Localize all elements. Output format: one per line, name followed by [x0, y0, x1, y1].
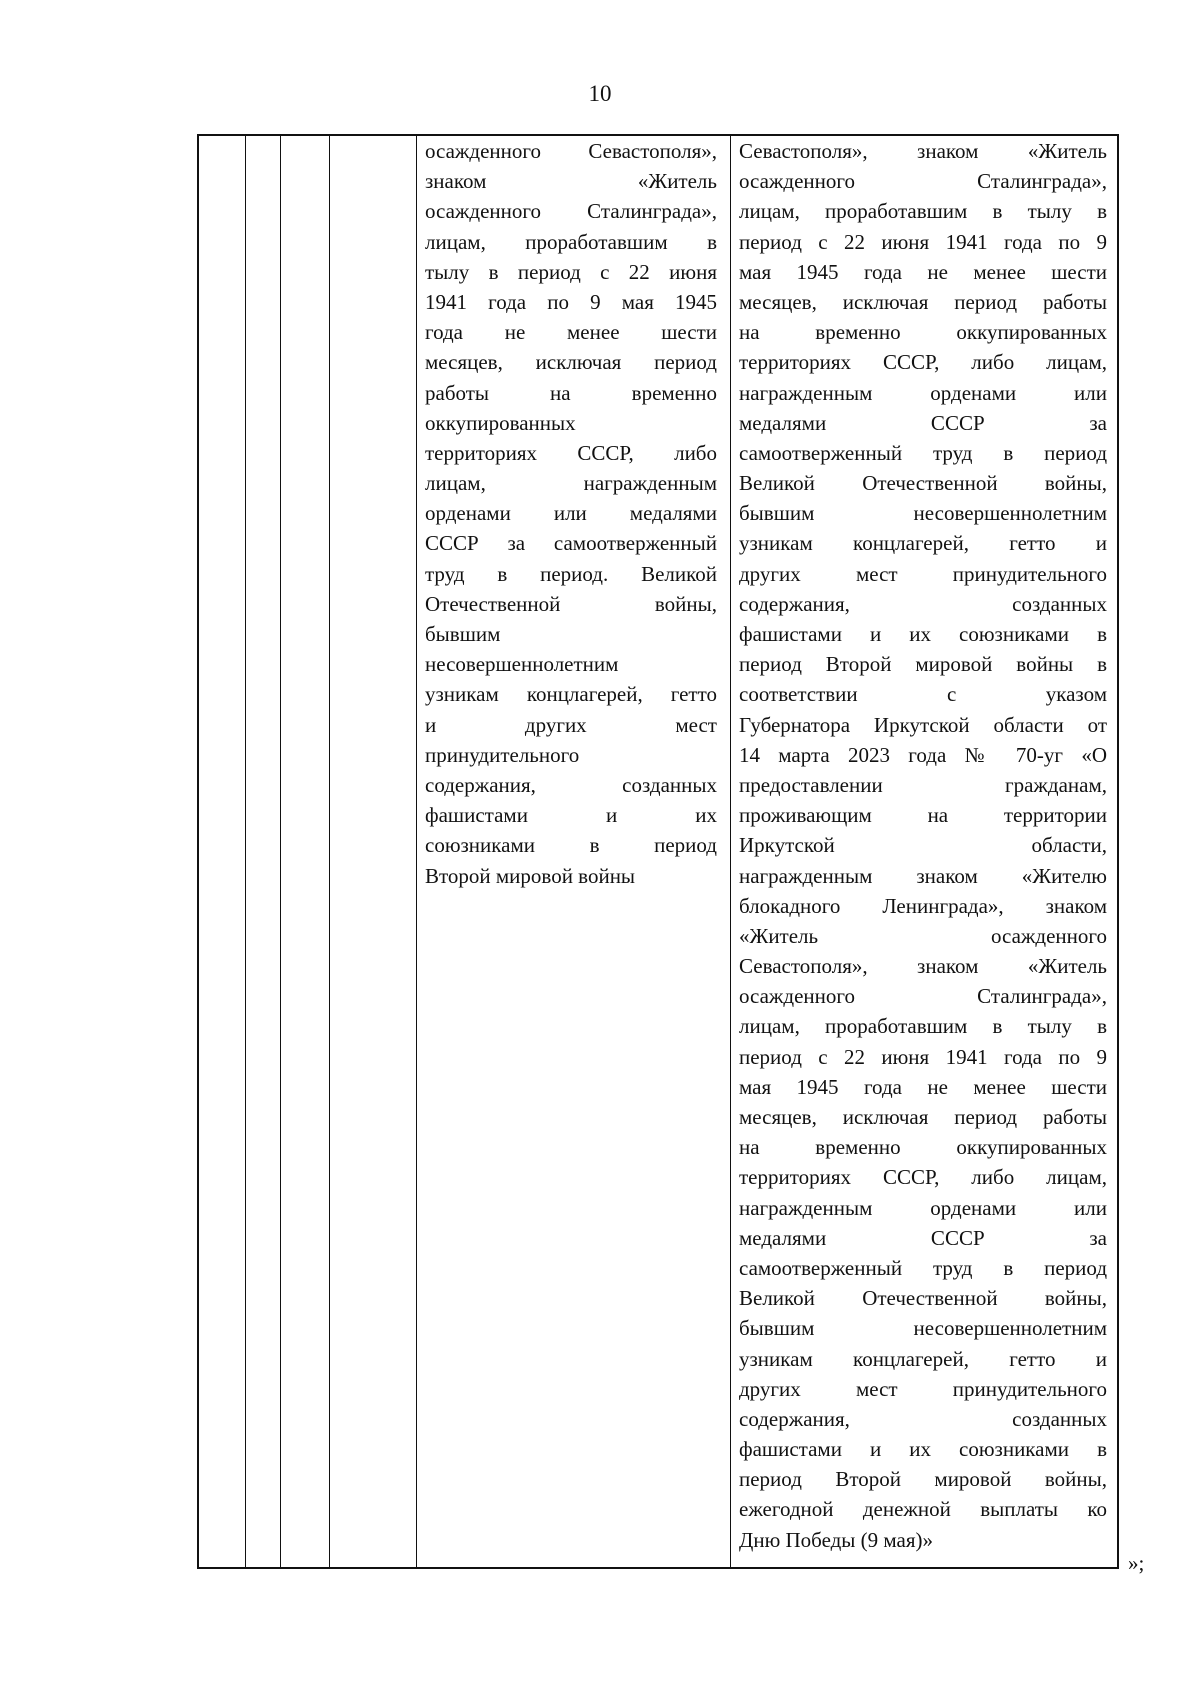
text-line: принудительного: [425, 742, 580, 767]
text-line: 1941 года по 9 мая 1945: [425, 289, 717, 314]
text-line: лицам, проработавшим в тылу в: [739, 199, 1107, 224]
text-line: бывшим: [425, 622, 501, 646]
text-line: 14 марта 2023 года № 70-уг «О: [739, 742, 1107, 767]
text-line: союзниками в период: [425, 833, 717, 858]
table-cell-new-wording: [739, 136, 1107, 1555]
text-line: Севастополя», знаком «Житель: [739, 954, 1107, 979]
text-line: «Житель осажденного: [739, 923, 1107, 948]
text-line: территориях СССР, либо лицам,: [739, 350, 1107, 375]
text-line: других мест принудительного: [739, 1376, 1107, 1401]
text-line: мая 1945 года не менее шести: [739, 1074, 1107, 1099]
text-line: Севастополя», знаком «Житель: [739, 139, 1107, 163]
text-line: награжденным знаком «Жителю: [739, 863, 1107, 888]
text-line: осажденного Сталинграда»,: [739, 169, 1107, 194]
text-line: знаком «Житель: [425, 169, 717, 194]
text-line: лицам, проработавшим в: [425, 229, 717, 254]
text-line: лицам, проработавшим в тылу в: [739, 1014, 1107, 1039]
text-line: блокадного Ленинграда», знаком: [739, 893, 1107, 918]
text-line: орденами или медалями: [425, 501, 717, 526]
text-line: проживающим на территории: [739, 803, 1107, 828]
text-line: СССР за самоотверженный: [425, 531, 717, 556]
page-number: 10: [588, 81, 612, 106]
text-line: осажденного Сталинграда»,: [425, 199, 717, 224]
text-line: фашистами и их союзниками в: [739, 1437, 1107, 1462]
text-line: период с 22 июня 1941 года по 9: [739, 229, 1107, 254]
text-line: месяцев, исключая период работы: [739, 289, 1107, 314]
text-line: период с 22 июня 1941 года по 9: [739, 1044, 1107, 1069]
text-line: ежегодной денежной выплаты ко: [739, 1497, 1107, 1522]
text-line: Губернатора Иркутской области от: [739, 712, 1107, 737]
table-cell-previous-wording: [425, 136, 717, 891]
text-line: лицам, награжденным: [425, 471, 717, 496]
text-line: медалями СССР за: [739, 1225, 1107, 1250]
text-line: период Второй мировой войны,: [739, 1467, 1107, 1492]
text-line: бывшим несовершеннолетним: [739, 501, 1107, 526]
text-line: и других мест: [425, 712, 717, 737]
text-line: мая 1945 года не менее шести: [739, 259, 1107, 284]
text-line: Великой Отечественной войны,: [739, 471, 1107, 496]
column-divider: [329, 136, 330, 1567]
text-line: награжденным орденами или: [739, 380, 1107, 405]
text-line: соответствии с указом: [739, 682, 1107, 707]
text-line: на временно оккупированных: [739, 320, 1107, 345]
text-line: фашистами и их: [425, 803, 717, 828]
text-line: несовершеннолетним: [425, 652, 619, 677]
text-line: месяцев, исключая период работы: [739, 1105, 1107, 1129]
column-divider: [280, 136, 281, 1567]
text-line: года не менее шести: [425, 320, 717, 345]
text-line: содержания, созданных: [739, 1406, 1107, 1431]
column-divider: [416, 136, 417, 1567]
text-line: работы на временно: [425, 380, 717, 405]
text-line: месяцев, исключая период: [425, 350, 717, 375]
text-line: награжденным орденами или: [739, 1195, 1107, 1220]
text-line: узникам концлагерей, гетто: [425, 682, 717, 707]
text-line: территориях СССР, либо лицам,: [739, 1165, 1107, 1190]
text-line: других мест принудительного: [739, 561, 1107, 586]
closing-quote-mark: »;: [1128, 1551, 1145, 1575]
text-line: самоотверженный труд в период: [739, 1255, 1107, 1280]
text-line: Иркутской области,: [739, 833, 1107, 858]
text-line: узникам концлагерей, гетто и: [739, 531, 1107, 556]
text-line: Великой Отечественной войны,: [739, 1286, 1107, 1311]
text-line: на временно оккупированных: [739, 1135, 1107, 1160]
text-line: содержания, созданных: [739, 591, 1107, 616]
text-line: тылу в период с 22 июня: [425, 259, 717, 284]
text-line: оккупированных: [425, 410, 576, 435]
text-line: предоставлении гражданам,: [739, 772, 1107, 797]
text-line: Дню Победы (9 мая)»: [739, 1527, 934, 1552]
column-divider: [245, 136, 246, 1567]
text-line: труд в период. Великой: [425, 561, 717, 586]
text-line: Отечественной войны,: [425, 591, 717, 616]
text-line: узникам концлагерей, гетто и: [739, 1346, 1107, 1371]
text-line: Второй мировой войны: [425, 863, 636, 888]
text-line: осажденного Севастополя»,: [425, 139, 717, 163]
text-line: бывшим несовершеннолетним: [739, 1316, 1107, 1341]
text-line: территориях СССР, либо: [425, 440, 717, 465]
document-table: [197, 134, 1119, 1569]
text-line: медалями СССР за: [739, 410, 1107, 435]
text-line: осажденного Сталинграда»,: [739, 984, 1107, 1009]
column-divider: [730, 136, 731, 1567]
text-line: фашистами и их союзниками в: [739, 622, 1107, 646]
text-line: самоотверженный труд в период: [739, 440, 1107, 465]
text-line: содержания, созданных: [425, 772, 717, 797]
text-line: период Второй мировой войны в: [739, 652, 1107, 677]
